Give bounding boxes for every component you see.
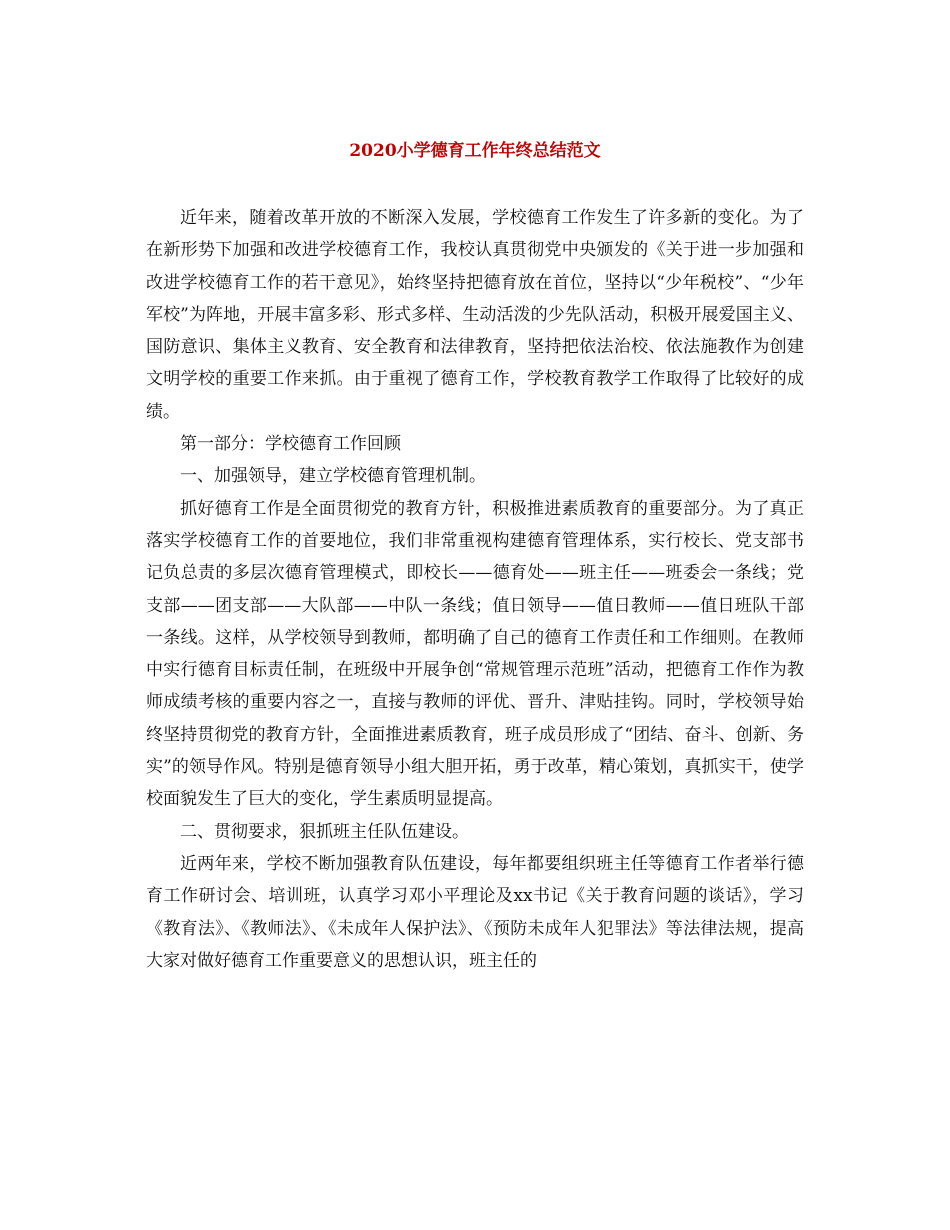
- paragraph-teachers: 近两年来，学校不断加强教育队伍建设，每年都要组织班主任等德育工作者举行德育工作研讨会、培训班，认真学习邓小平理论及xx书记《关于教育问题的谈话》，学习《教育法》、《教师法》、《未成年人保护法》、《预防未成年人犯罪法》等法律法规，提高大家对做好德育工作重要意义的思想认识，班主任的: [146, 853, 804, 971]
- heading-section-two: 二、贯彻要求，狠抓班主任队伍建设。: [180, 821, 469, 842]
- paragraph-intro: 近年来，随着改革开放的不断深入发展，学校德育工作发生了许多新的变化。为了在新形势下加强和改进学校德育工作，我校认真贯彻党中央颁发的《关于进一步加强和改进学校德育工作的若干意见》，始终坚持把德育放在首位，坚持以“少年税校”、“少年军校”为阵地，开展丰富多彩、形式多样、生动活泼的少先队活动，积极开展爱国主义、国防意识、集体主义教育、安全教育和法律教育，坚持把依法治校、依法施教作为创建文明学校的重要工作来抓。由于重视了德育工作，学校教育教学工作取得了比较好的成绩。: [146, 208, 804, 422]
- heading-section-one: 一、加强领导，建立学校德育管理机制。: [180, 466, 486, 487]
- heading-part-one: 第一部分：学校德育工作回顾: [180, 434, 401, 455]
- paragraph-leadership: 抓好德育工作是全面贯彻党的教育方针，积极推进素质教育的重要部分。为了真正落实学校德育工作的首要地位，我们非常重视构建德育管理体系，实行校长、党支部书记负总责的多层次德育管理模式，即校长——德育处——班主任——班委会一条线；党支部——团支部——大队部——中队一条线；值日领导——值日教师——值日班队干部一条线。这样，从学校领导到教师，都明确了自己的德育工作责任和工作细则。在教师中实行德育目标责任制，在班级中开展争创“常规管理示范班”活动，把德育工作作为教师成绩考核的重要内容之一，直接与教师的评优、晋升、津贴挂钩。同时，学校领导始终坚持贯彻党的教育方针，全面推进素质教育，班子成员形成了“团结、奋斗、创新、务实”的领导作风。特别是德育领导小组大胆开拓，勇于改革，精心策划，真抓实干，使学校面貌发生了巨大的变化，学生素质明显提高。: [146, 498, 804, 810]
- document-body: [146, 202, 804, 977]
- document-title: 2020小学德育工作年终总结范文: [349, 141, 601, 161]
